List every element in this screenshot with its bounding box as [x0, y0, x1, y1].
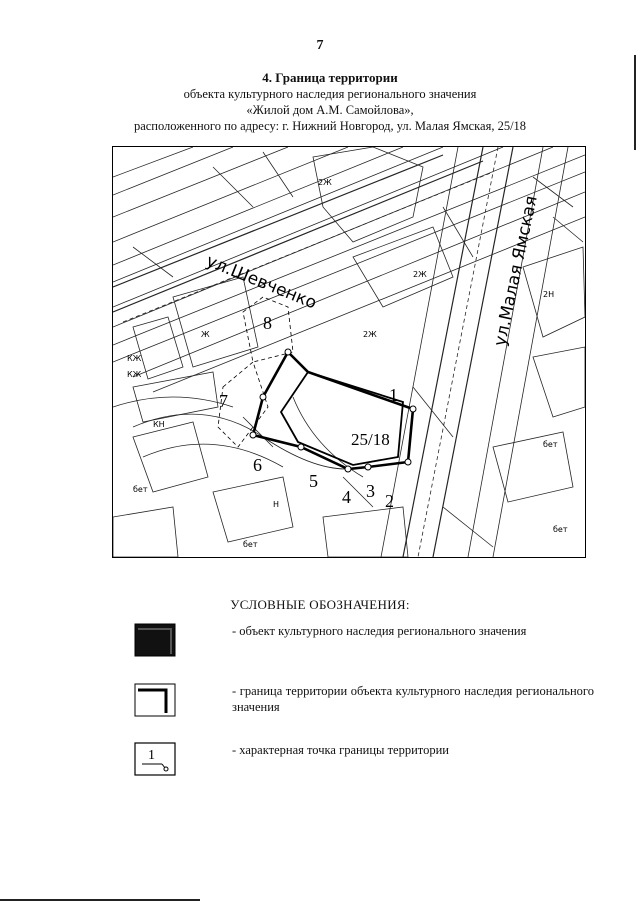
map-annotation: 2Ж — [318, 178, 332, 187]
point-label-4: 4 — [342, 487, 351, 507]
legend-text-territory-boundary: - граница территории объекта культурного наследия регионального значения — [232, 684, 594, 714]
legend-text-heritage-object: - объект культурного наследия регионального значения — [232, 624, 527, 638]
page-number: 7 — [316, 38, 324, 53]
map-annotation: Ж — [201, 330, 210, 339]
map-annotation: бет — [133, 485, 148, 494]
legend-item-boundary-point — [134, 742, 594, 787]
street-label-malaya-yamskaya: ул.Малая Ямская — [490, 193, 542, 349]
legend-text-boundary-point: - характерная точка границы территории — [232, 743, 449, 757]
heritage-object-swatch-icon — [134, 623, 176, 657]
map-annotation: КН — [153, 420, 165, 429]
cadastral-map — [112, 146, 586, 558]
territory-boundary-swatch-icon — [134, 683, 176, 717]
map-annotation: Н — [273, 500, 280, 509]
legend-title: УСЛОВНЫЕ ОБОЗНАЧЕНИЯ: — [230, 597, 410, 612]
map-annotation: 2Ж — [413, 270, 427, 279]
territory-boundary — [253, 352, 413, 469]
point-label-1: 1 — [389, 385, 398, 405]
building-number: 25/18 — [351, 430, 390, 449]
point-label-7: 7 — [219, 391, 228, 411]
legend-item-territory-boundary — [134, 683, 594, 728]
point-label-3: 3 — [366, 481, 375, 501]
heading-line-4: расположенного по адресу: г. Нижний Новгород, ул. Малая Ямская, 25/18 — [133, 119, 527, 133]
map-annotation: бет — [543, 440, 558, 449]
heading-line-2: объекта культурного наследия регионального значения — [183, 87, 477, 101]
street-label-shevchenko: ул.Шевченко — [203, 251, 320, 314]
point-label-8: 8 — [263, 313, 272, 333]
page-edge-mark — [634, 55, 636, 150]
map-annotation: 2Н — [543, 290, 555, 299]
point-label-5: 5 — [309, 471, 318, 491]
cadastral-map-drawing — [113, 147, 585, 557]
heading-line-3: «Жилой дом А.М. Самойлова», — [246, 103, 414, 117]
point-label-2: 2 — [385, 491, 394, 511]
map-annotation: 2Ж — [363, 330, 377, 339]
page-bottom-rule — [0, 899, 200, 901]
map-annotation: КЖ — [127, 354, 142, 363]
boundary-point-swatch-icon — [134, 742, 176, 776]
boundary-point-icon-number: 1 — [148, 748, 155, 763]
map-annotation: бет — [553, 525, 568, 534]
map-annotation: КЖ — [127, 370, 142, 379]
map-annotation: бет — [243, 540, 258, 549]
point-label-6: 6 — [253, 455, 262, 475]
legend-item-heritage-object — [134, 623, 594, 668]
heading-title: 4. Граница территории — [262, 70, 398, 85]
document-heading — [60, 70, 600, 134]
